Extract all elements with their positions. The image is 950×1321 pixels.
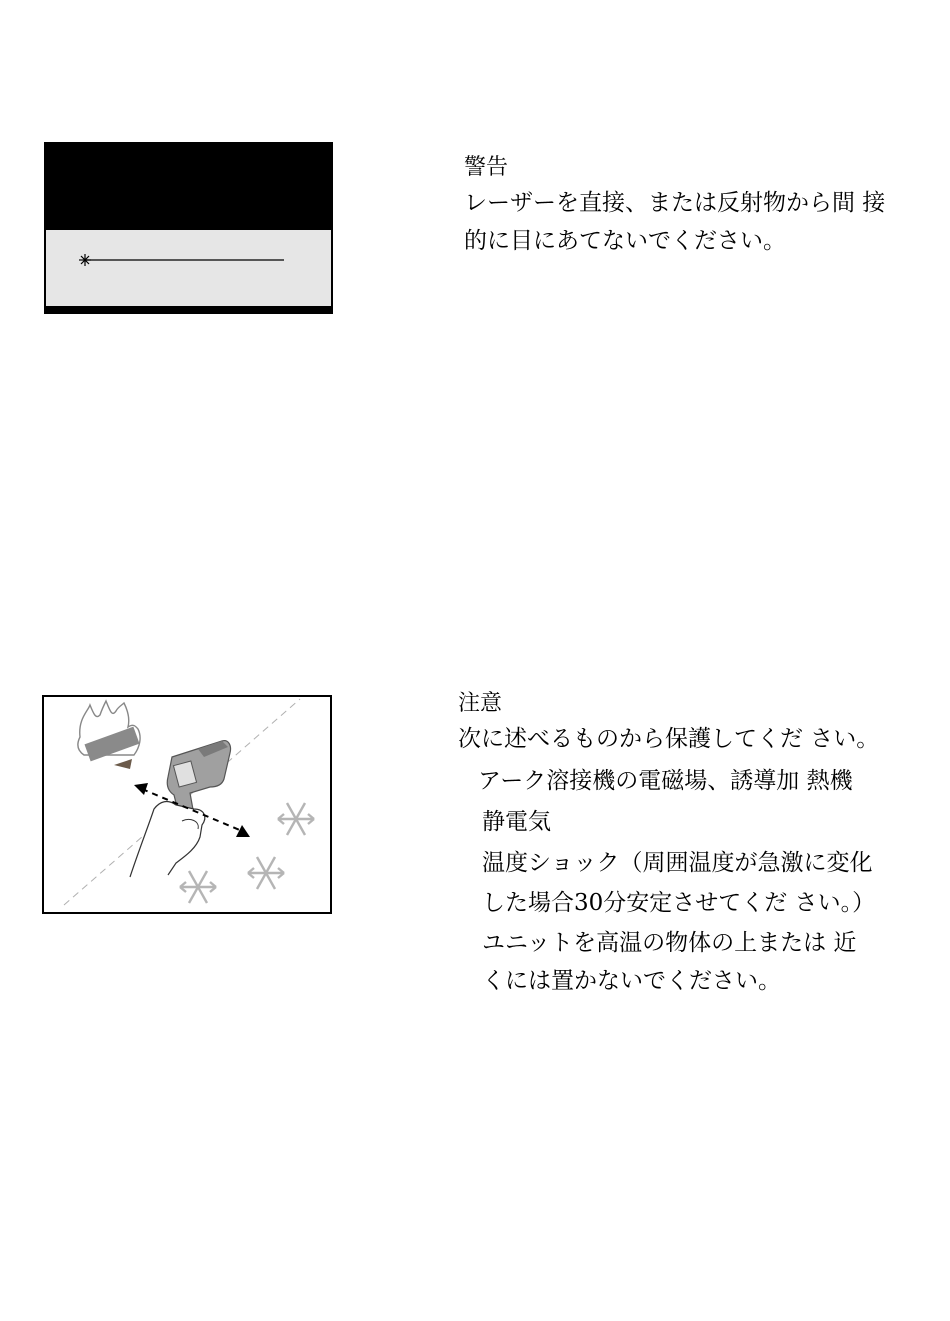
- laser-beam-icon: [46, 230, 331, 310]
- warning-section: [464, 152, 885, 260]
- caution-title: 注意: [458, 691, 503, 716]
- caution-item-3: 温度ショック（周囲温度が急激に変化: [482, 850, 873, 876]
- thermometer-environment-illustration: [42, 695, 332, 914]
- caution-item-4: した場合30分安定させてくだ さい。）: [482, 890, 876, 916]
- caution-item-6: くには置かないでください。: [482, 968, 781, 994]
- caution-item-5: ユニットを高温の物体の上または 近: [482, 930, 857, 956]
- warning-line-2: 的に目にあてないでください。: [464, 228, 786, 254]
- warning-title: 警告: [464, 155, 509, 180]
- hand-icon: [130, 802, 205, 877]
- label-bottom-band: [46, 306, 331, 312]
- laser-warning-label-icon: [44, 142, 333, 314]
- caution-item-1: アーク溶接機の電磁場、誘導加 熱機: [478, 768, 853, 794]
- flame-icon: [78, 701, 140, 769]
- warning-line-1: レーザーを直接、または反射物から間 接: [464, 190, 886, 216]
- label-black-band: [46, 144, 331, 230]
- caution-item-2: 静電気: [482, 809, 551, 835]
- caution-intro: 次に述べるものから保護してくだ さい。: [458, 726, 880, 752]
- caution-section: [458, 688, 879, 1000]
